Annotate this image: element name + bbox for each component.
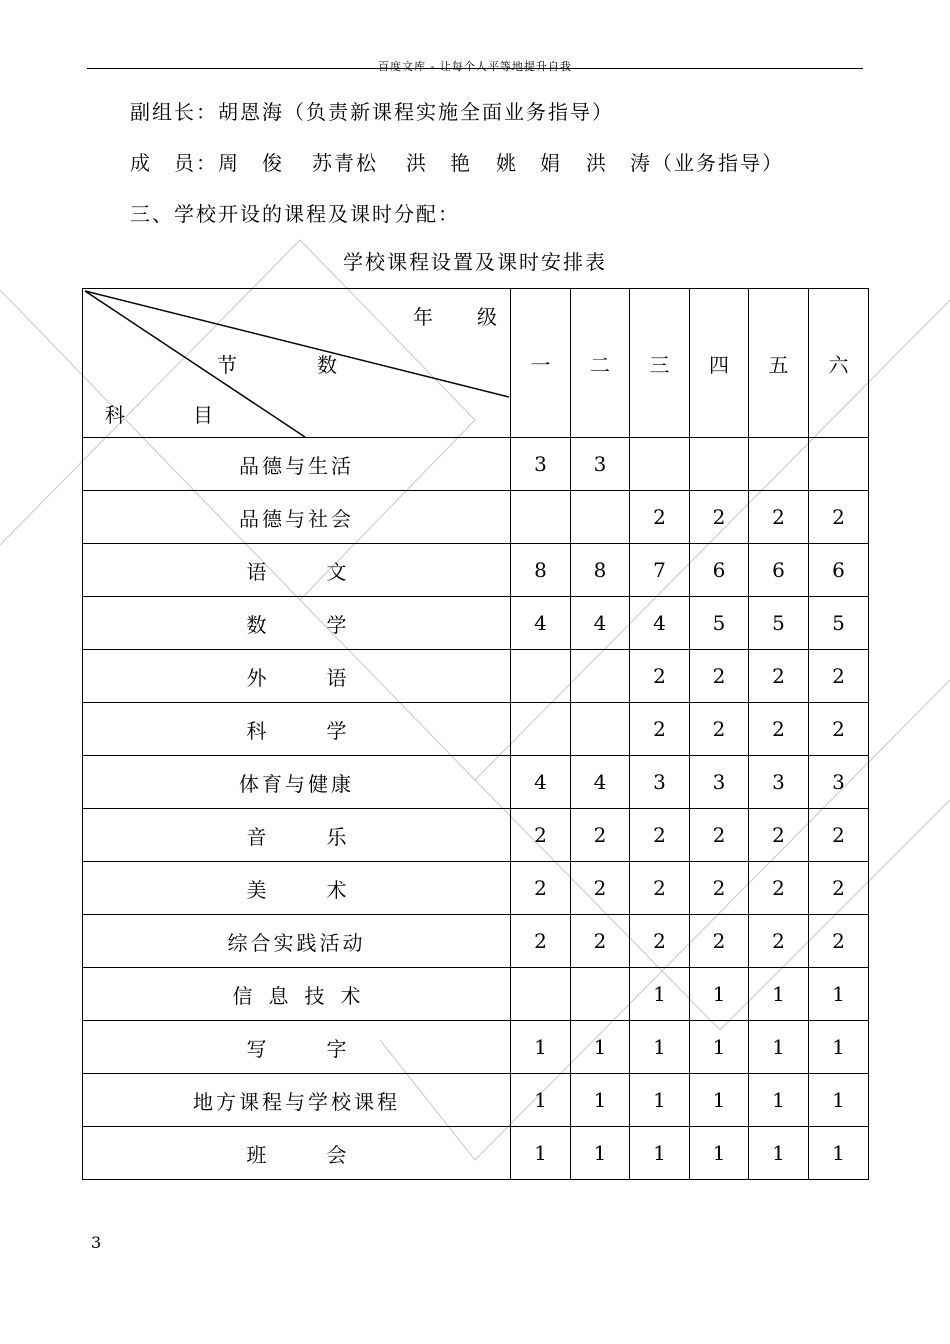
- table-row: [83, 809, 869, 862]
- period-cell: 1: [630, 1021, 690, 1074]
- period-cell: 1: [630, 1074, 690, 1127]
- period-cell: 3: [690, 756, 749, 809]
- period-cell: 2: [809, 491, 869, 544]
- table-title: 学校课程设置及课时安排表: [343, 250, 607, 274]
- period-cell: 2: [809, 703, 869, 756]
- period-cell: 2: [749, 809, 809, 862]
- period-cell: 2: [571, 862, 630, 915]
- course-schedule-table: [82, 288, 869, 1180]
- period-cell: [749, 438, 809, 491]
- period-cell: 2: [690, 915, 749, 968]
- period-cell: [571, 968, 630, 1021]
- period-cell: 4: [511, 756, 571, 809]
- table-row: [83, 756, 869, 809]
- period-cell: 2: [571, 915, 630, 968]
- subject-cell: 外语: [83, 650, 511, 703]
- period-cell: 1: [511, 1021, 571, 1074]
- subject-cell: 语文: [83, 544, 511, 597]
- section-heading: 三、学校开设的课程及课时分配：: [130, 202, 460, 226]
- diagonal-header-cell: [83, 289, 541, 438]
- period-cell: 5: [809, 597, 869, 650]
- period-cell: 1: [511, 1127, 571, 1180]
- period-cell: 3: [749, 756, 809, 809]
- page-number: 3: [91, 1233, 102, 1252]
- period-cell: 2: [630, 703, 690, 756]
- period-cell: 1: [630, 1127, 690, 1180]
- period-cell: 2: [571, 809, 630, 862]
- period-cell: 1: [809, 968, 869, 1021]
- period-cell: 1: [511, 1074, 571, 1127]
- period-cell: 2: [511, 915, 571, 968]
- period-cell: 2: [690, 862, 749, 915]
- period-cell: 2: [690, 650, 749, 703]
- table-row: [83, 703, 869, 756]
- table-row: [83, 544, 869, 597]
- period-cell: [571, 703, 630, 756]
- table-row: [83, 650, 869, 703]
- table-row: [83, 597, 869, 650]
- header-rule: [87, 68, 863, 69]
- period-cell: 1: [809, 1074, 869, 1127]
- table-body: [83, 438, 869, 1180]
- subject-cell: 音乐: [83, 809, 511, 862]
- period-cell: 2: [630, 491, 690, 544]
- grade-header: 一: [511, 289, 571, 438]
- period-cell: 2: [749, 915, 809, 968]
- period-cell: 3: [630, 756, 690, 809]
- corner-subject-label: 科目: [105, 403, 281, 427]
- table-row: [83, 491, 869, 544]
- period-cell: [511, 650, 571, 703]
- table-row: [83, 915, 869, 968]
- member-name: 姚 娟: [496, 151, 562, 175]
- period-cell: 1: [690, 1127, 749, 1180]
- table-header-row: [83, 289, 869, 438]
- table-row: [83, 1127, 869, 1180]
- period-cell: [571, 491, 630, 544]
- page-header: 百度文库 - 让每个人平等地提升自我: [378, 60, 572, 73]
- period-cell: [809, 438, 869, 491]
- member-name: 洪 艳: [406, 151, 472, 175]
- period-cell: 1: [571, 1127, 630, 1180]
- subject-cell: 美术: [83, 862, 511, 915]
- subject-cell: 综合实践活动: [83, 915, 511, 968]
- period-cell: 1: [690, 1074, 749, 1127]
- period-cell: 4: [630, 597, 690, 650]
- period-cell: [511, 968, 571, 1021]
- subject-cell: 品德与生活: [83, 438, 511, 491]
- period-cell: [690, 438, 749, 491]
- subject-cell: 地方课程与学校课程: [83, 1074, 511, 1127]
- period-cell: 2: [749, 862, 809, 915]
- period-cell: 4: [511, 597, 571, 650]
- period-cell: 2: [749, 491, 809, 544]
- period-cell: 1: [571, 1021, 630, 1074]
- table-row: [83, 1021, 869, 1074]
- period-cell: 1: [749, 1074, 809, 1127]
- period-cell: [511, 703, 571, 756]
- table-row: [83, 968, 869, 1021]
- table-row: [83, 438, 869, 491]
- period-cell: 2: [809, 862, 869, 915]
- members-line: [130, 147, 784, 176]
- period-cell: 1: [809, 1021, 869, 1074]
- period-cell: 7: [630, 544, 690, 597]
- subject-cell: 写字: [83, 1021, 511, 1074]
- period-cell: 3: [511, 438, 571, 491]
- grade-header: 二: [571, 289, 630, 438]
- period-cell: 2: [809, 650, 869, 703]
- period-cell: 1: [630, 968, 690, 1021]
- period-cell: 3: [571, 438, 630, 491]
- period-cell: 1: [749, 1127, 809, 1180]
- corner-grade-label: 年级: [413, 305, 541, 329]
- period-cell: 2: [749, 703, 809, 756]
- period-cell: 6: [749, 544, 809, 597]
- corner-periods-label: 节数: [217, 353, 417, 377]
- table-row: [83, 862, 869, 915]
- period-cell: 6: [809, 544, 869, 597]
- period-cell: 1: [690, 1021, 749, 1074]
- period-cell: 3: [809, 756, 869, 809]
- table-row: [83, 1074, 869, 1127]
- members-label: 成 员：: [130, 151, 218, 175]
- subject-cell: 科学: [83, 703, 511, 756]
- period-cell: 8: [511, 544, 571, 597]
- period-cell: 2: [630, 862, 690, 915]
- period-cell: 2: [630, 809, 690, 862]
- subject-cell: 班会: [83, 1127, 511, 1180]
- subject-cell: 信息技术: [83, 968, 511, 1021]
- period-cell: 5: [749, 597, 809, 650]
- period-cell: [571, 650, 630, 703]
- period-cell: 6: [690, 544, 749, 597]
- period-cell: 4: [571, 756, 630, 809]
- period-cell: 2: [511, 809, 571, 862]
- period-cell: 2: [690, 703, 749, 756]
- grade-header: 六: [809, 289, 869, 438]
- period-cell: 2: [630, 650, 690, 703]
- period-cell: 1: [749, 1021, 809, 1074]
- period-cell: 2: [809, 915, 869, 968]
- period-cell: [630, 438, 690, 491]
- period-cell: 8: [571, 544, 630, 597]
- period-cell: 4: [571, 597, 630, 650]
- subject-cell: 品德与社会: [83, 491, 511, 544]
- period-cell: [511, 491, 571, 544]
- grade-header: 三: [630, 289, 690, 438]
- period-cell: 1: [690, 968, 749, 1021]
- period-cell: 5: [690, 597, 749, 650]
- member-name: 周 俊: [218, 151, 284, 175]
- period-cell: 2: [630, 915, 690, 968]
- period-cell: 2: [690, 809, 749, 862]
- period-cell: 2: [690, 491, 749, 544]
- subject-cell: 体育与健康: [83, 756, 511, 809]
- period-cell: 2: [749, 650, 809, 703]
- member-name: 洪 涛（业务指导）: [586, 151, 784, 175]
- grade-header: 五: [749, 289, 809, 438]
- member-name: 苏青松: [312, 151, 378, 175]
- period-cell: 1: [571, 1074, 630, 1127]
- period-cell: 2: [511, 862, 571, 915]
- period-cell: 1: [809, 1127, 869, 1180]
- period-cell: 1: [749, 968, 809, 1021]
- subject-cell: 数学: [83, 597, 511, 650]
- period-cell: 2: [809, 809, 869, 862]
- vice-leader-line: 副组长：胡恩海（负责新课程实施全面业务指导）: [130, 100, 614, 124]
- grade-header: 四: [690, 289, 749, 438]
